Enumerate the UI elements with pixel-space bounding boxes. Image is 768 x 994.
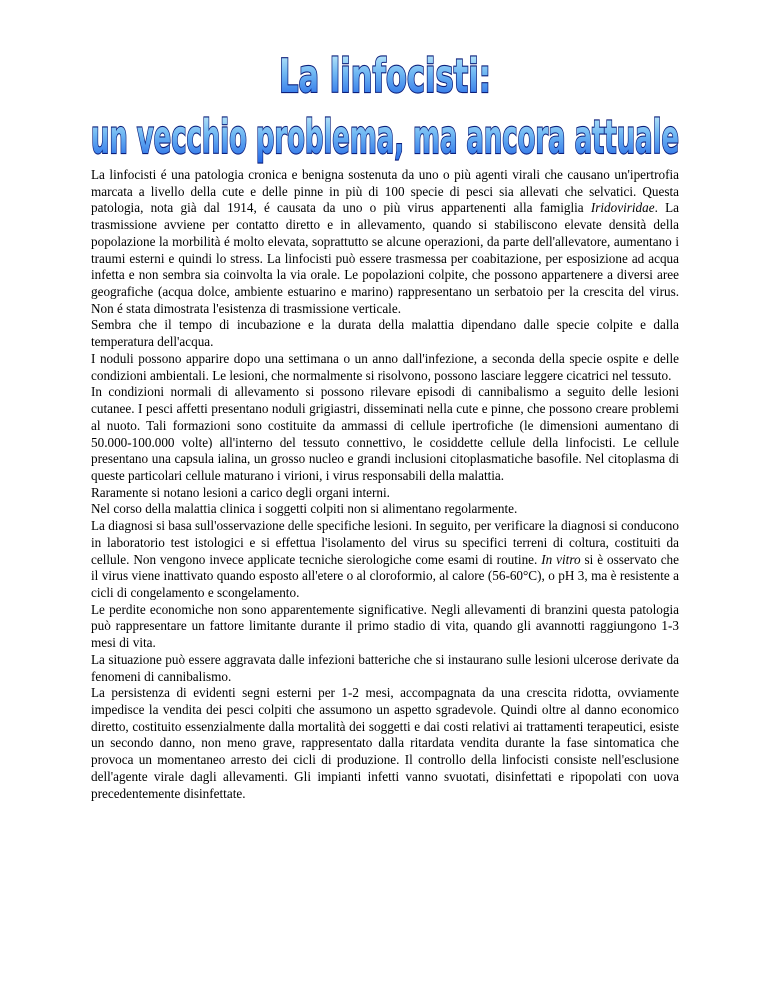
paragraph-text: La diagnosi si basa sull'osservazione delle specifiche lesioni. In seguito, per verificare la diagnosi si conducono in laboratorio test istologici e si effettua l'isolamento del virus su specifici terreni di coltura, costituiti da cellule. Non vengono invece applicate tecniche sierologiche come esami di routine.	[91, 518, 679, 567]
italic-term: Iridoviridae	[590, 200, 655, 216]
wordart-title-graphic	[60, 48, 710, 166]
article-body	[91, 167, 679, 802]
paragraph-text: La persistenza di evidenti segni esterni per 1-2 mesi, accompagnata da una crescita ridotta, ovviamente impedisce la vendita dei pesci colpiti che assumono un aspetto sgradevole. Quindi oltre al danno economico diretto, costituito essenzialmente dalla mortalità dei soggetti e dai costi relativi ai trattamenti terapeutici, esiste un secondo danno, non meno grave, rappresentato dalla ritardata vendita durante la fase sintomatica che provoca un momentaneo arresto dei cicli di produzione. Il controllo della linfocisti consiste nell'esclusione dell'agente virale dagli allevamenti. Gli impianti infetti vanno svuotati, disinfettati e ripopolati con uova precedentemente disinfettate.	[91, 685, 679, 801]
paragraph-text: I noduli possono apparire dopo una settimana o un anno dall'infezione, a seconda della specie ospite e delle condizioni ambientali. Le lesioni, che normalmente si risolvono, possono lasciare leggere cicatrici nel tessuto.	[91, 350, 679, 383]
paragraph-text: Nel corso della malattia clinica i soggetti colpiti non si alimentano regolarmente.	[91, 501, 518, 517]
paragraph	[91, 167, 679, 317]
title-line-1: La linfocisti:	[279, 49, 491, 103]
wordart-title	[60, 48, 710, 166]
paragraph	[91, 518, 679, 602]
paragraph	[91, 501, 679, 518]
paragraph	[91, 351, 679, 384]
paragraph	[91, 384, 679, 484]
paragraph-text: La situazione può essere aggravata dalle infezioni batteriche che si instaurano sulle lesioni ulcerose derivate da fenomeni di cannibalismo.	[91, 651, 679, 684]
paragraph-text: La linfocisti é una patologia cronica e benigna sostenuta da uno o più agenti virali che causano un'ipertrofia marcata a livello della cute e delle pinne in più di 100 specie di pesci sia allevati che selvatici. Questa patologia, nota già dal 1914, é causata da uno o più virus appartenenti alla famiglia	[91, 167, 679, 216]
paragraph-text: Sembra che il tempo di incubazione e la durata della malattia dipendano dalle specie colpite e dalla temperatura dell'acqua.	[91, 317, 679, 350]
paragraph-text: In condizioni normali di allevamento si possono rilevare episodi di cannibalismo a seguito delle lesioni cutanee. I pesci affetti presentano noduli grigiastri, disseminati nella cute e pinne, che possono creare problemi al nuoto. Tali formazioni sono costituite da ammassi di cellule ipertrofiche (le dimensioni aumentano di 50.000-100.000 volte) all'interno del tessuto connettivo, le cosiddette cellule della linfocisti. Le cellule presentano una capsula ialina, un grosso nucleo e grandi inclusioni citoplasmatiche basofile. Nel citoplasma di queste particolari cellule maturano i virioni, i virus responsabili della malattia.	[91, 384, 679, 483]
paragraph	[91, 317, 679, 350]
paragraph-text: . La trasmissione avviene per contatto diretto e in allevamento, quando si stabiliscono elevate densità della popolazione la morbilità é molto elevata, soprattutto se alcune operazioni, da parte dell'allevatore, aumentano i traumi esterni e quindi lo stress. La linfocisti può essere trasmessa per coabitazione, per esposizione ad acqua infetta e non sembra sia coinvolta la via orale. Le popolazioni colpite, che possono appartenere a diversi aree geografiche (acqua dolce, ambiente estuarino e marino) rappresentano un serbatoio per la crescita del virus. Non é stata dimostrata l'esistenza di trasmissione verticale.	[91, 200, 679, 316]
paragraph	[91, 485, 679, 502]
italic-term: In vitro	[541, 551, 581, 567]
paragraph-text: Raramente si notano lesioni a carico degli organi interni.	[91, 484, 390, 500]
paragraph	[91, 602, 679, 652]
paragraph-text: si è osservato che il virus viene inattivato quando esposto all'etere o al cloroformio, al calore (56-60°C), o pH 3, ma è resistente a cicli di congelamento e scongelamento.	[91, 551, 679, 600]
title-line-2: un vecchio problema, ma ancora attuale	[91, 110, 679, 164]
paragraph-text: Le perdite economiche non sono apparentemente significative. Negli allevamenti di branzini questa patologia può rappresentare un fattore limitante durante il primo stadio di vita, quando gli avannotti raggiungono 1-3 mesi di vita.	[91, 601, 679, 651]
paragraph	[91, 685, 679, 802]
paragraph	[91, 652, 679, 685]
